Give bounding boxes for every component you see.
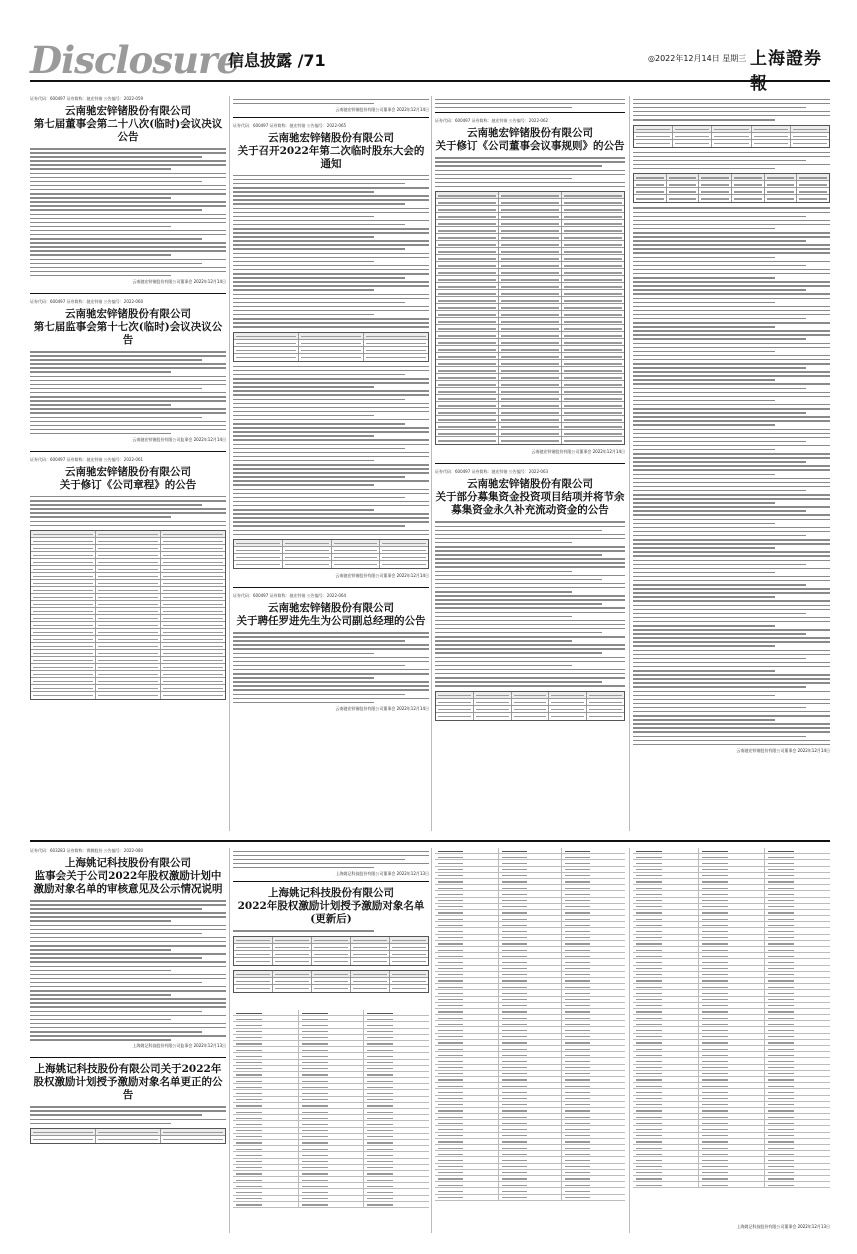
article-code: 证券代码：600497 证券简称：驰宏锌锗 公告编号：2022-062 — [435, 118, 549, 124]
roster-row — [233, 1202, 429, 1208]
article-signoff: 云南驰宏锌锗股份有限公司董事会 2022年12月14日 — [335, 705, 429, 711]
article-headline: 关于修订《公司董事会议事规则》的公告 — [435, 140, 625, 153]
article-body — [30, 148, 226, 276]
company-name: 云南驰宏锌锗股份有限公司 — [65, 308, 191, 320]
article-shareholder-meeting — [233, 123, 429, 579]
article-headline: 关于修订《公司章程》的公告 — [59, 478, 197, 491]
vote-table — [233, 539, 429, 569]
column-b1 — [30, 848, 226, 1233]
article-body — [233, 175, 429, 328]
roster-row — [633, 1182, 830, 1188]
article-headline: 上海姚记科技股份有限公司关于2022年股权激励计划授予激励对象名单更正的公告 — [33, 1063, 223, 1102]
masthead — [30, 36, 830, 94]
allocation-table-2 — [233, 970, 429, 993]
column-3 — [435, 96, 625, 831]
article-signoff: 上海姚记科技股份有限公司监事会 2022年12月13日 — [132, 1043, 226, 1049]
article-code: 证券代码：600497 证券简称：驰宏锌锗 公告编号：2022-063 — [435, 469, 549, 475]
article-signoff: 云南驰宏锌锗股份有限公司监事会 2022年12月14日 — [132, 436, 226, 442]
article-headline: 第七届监事会第十七次(临时)会议决议公告 — [33, 321, 223, 346]
prev-signoff: 上海姚记科技股份有限公司董事会 2022年12月13日 — [335, 871, 429, 877]
company-name: 云南驰宏锌锗股份有限公司 — [65, 105, 191, 117]
article-code: 证券代码：600497 证券简称：驰宏锌锗 公告编号：2022-059 — [30, 96, 144, 101]
bottom-signoff: 上海姚记科技股份有限公司董事会 2022年12月13日 — [736, 1224, 830, 1229]
article-headline: 关于召开2022年第二次临时股东大会的通知 — [237, 144, 425, 170]
article-signoff: 云南驰宏锌锗股份有限公司董事会 2022年12月14日 — [132, 279, 226, 284]
article-articles-amendment — [30, 457, 226, 700]
article-body — [233, 632, 429, 703]
amendment-table — [30, 530, 226, 700]
roster-grid-1 — [233, 1010, 429, 1230]
company-name: 云南驰宏锌锗股份有限公司 — [467, 127, 593, 140]
proposal-table — [233, 332, 429, 362]
article-headline: 监事会关于公司2022年股权激励计划中激励对象名单的审核意见及公示情况说明 — [33, 870, 223, 895]
article-board-rules — [435, 118, 625, 455]
article-board-resolution — [30, 96, 226, 285]
article-headline: 第七届董事会第二十八次(临时)会议决议公告 — [33, 118, 223, 143]
article-supervisory-opinion — [30, 848, 226, 1049]
allocation-table — [233, 936, 429, 966]
company-name: 云南驰宏锌锗股份有限公司 — [65, 465, 191, 478]
article-headline: 2022年股权激励计划授予激励对象名单(更新后) — [237, 900, 425, 926]
article-body — [30, 900, 226, 1041]
article-code: 证券代码：603283 证券简称：赛腾股份 公告编号：2022-080 — [30, 848, 144, 853]
article-supervisory-resolution — [30, 299, 226, 443]
article-body — [435, 521, 625, 686]
article-code: 证券代码：600497 证券简称：驰宏锌锗 公告编号：2022-060 — [30, 299, 144, 304]
article-code: 证券代码：600497 证券简称：驰宏锌锗 公告编号：2022-061 — [30, 456, 144, 462]
roster-row — [435, 1195, 625, 1201]
company-name: 云南驰宏锌锗股份有限公司 — [467, 478, 593, 491]
roster-grid-2 — [435, 848, 625, 1233]
article-body — [30, 1106, 226, 1124]
section-divider — [30, 840, 830, 842]
article-incentive-list — [233, 887, 429, 993]
article-body — [30, 351, 226, 434]
company-name: 云南驰宏锌锗股份有限公司 — [268, 602, 394, 615]
project-table — [435, 691, 625, 721]
company-name: 上海姚记科技股份有限公司 — [268, 887, 394, 900]
raise-table — [633, 125, 830, 148]
column-2 — [233, 96, 429, 831]
article-signoff: 云南驰宏锌锗股份有限公司董事会 2022年12月14日 — [531, 449, 625, 455]
article-code: 证券代码：600497 证券简称：驰宏锌锗 公告编号：2022-064 — [233, 593, 347, 599]
issue-date: ◎2022年12月14日 星期三 — [648, 54, 747, 63]
article-body — [435, 157, 625, 187]
rules-table — [435, 191, 625, 445]
article-signoff: 云南驰宏锌锗股份有限公司董事会 2022年12月14日 — [335, 573, 429, 579]
brand-logo: Disclosure — [30, 38, 240, 82]
company-name: 上海姚记科技股份有限公司 — [65, 857, 191, 869]
newspaper-name: 上海證券報 — [750, 49, 822, 94]
article-headline: 关于聘任罗进先生为公司副总经理的公告 — [236, 615, 426, 628]
article-signoff: 云南驰宏锌锗股份有限公司董事会 2022年12月14日 — [736, 747, 830, 753]
article-list-correction — [30, 1063, 226, 1144]
correction-table — [30, 1128, 226, 1144]
usage-table — [633, 173, 830, 203]
column-4 — [633, 96, 830, 831]
article-code: 证券代码：600497 证券简称：驰宏锌锗 公告编号：2022-065 — [233, 122, 347, 128]
article-headline: 关于部分募集资金投资项目结项并将节余募集资金永久补充流动资金的公告 — [435, 491, 625, 517]
article-body — [30, 496, 226, 526]
prev-signoff: 云南驰宏锌锗股份有限公司董事会 2022年12月14日 — [335, 106, 429, 112]
roster-grid-3 — [633, 848, 830, 1218]
article-fundraising-projects — [435, 469, 625, 720]
article-appointment — [233, 593, 429, 712]
company-name: 云南驰宏锌锗股份有限公司 — [268, 131, 394, 144]
section-title: 信息披露 /71 — [228, 51, 326, 70]
column-1 — [30, 96, 226, 831]
